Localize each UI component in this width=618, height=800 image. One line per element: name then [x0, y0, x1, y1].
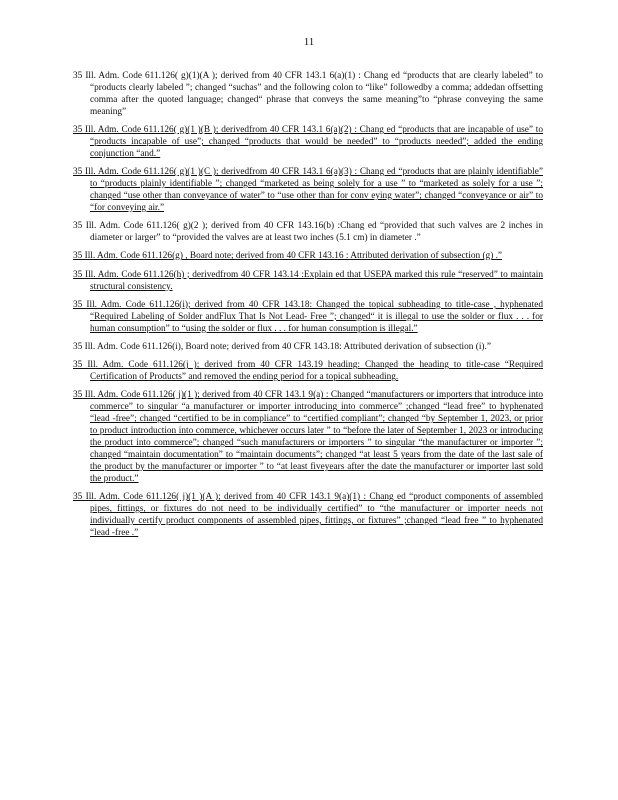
derivation-note: 35 Ill. Adm. Code 611.126( g)(1)(A ); derived from 40 CFR 143.1 6(a)(1) : Chang ed “products that are clearly labeled” to “products clearly labeled ”; changed “suchas” and the following colon to “like” followedby a comma; addedan offsetting comma after the quoted language; changed“ phrase that conveys the same meaning”to “phrase conveying the same meaning” [73, 71, 543, 117]
derivation-note: 35 Ill. Adm. Code 611.126(j ); derived from 40 CFR 143.19 heading: Changed the heading to title-case “Required Certification of Products” and removed the ending period for a topical subheading. [73, 360, 543, 383]
derivation-note: 35 Ill. Adm. Code 611.126( j)(1 ); derived from 40 CFR 143.1 9(a) : Changed “manufacturers or importers that introduce into commerce” to singular “a manufacturer or importer introducing into commerce” ;changed “lead free” to hyphenated “lead -free”; changed “certified to be in compliance” to “certified compliant”; changed “by September 1, 2023, or prior to product introduction into commerce, whichever occurs later ” to “before the later of September 1, 2023 or introducing the product into commerce”; changed “such manufacturers or importers ” to singular “the manufacturer or importer ”; changed “maintain documentation” to “maintain documents”; changed “at least 5 years from the date of the last sale of the product by the manufacturer or importer ” to “at least fiveyears after the date the manufacturer or importer last sold the product.” [73, 390, 543, 484]
derivation-note: 35 Ill. Adm. Code 611.126(i), Board note; derived from 40 CFR 143.18: Attributed derivation of subsection (i).” [73, 341, 491, 352]
derivation-note: 35 Ill. Adm. Code 611.126(g) , Board note; derived from 40 CFR 143.16 : Attributed derivation of subsection (g) .” [73, 251, 503, 262]
derivation-note: 35 Ill. Adm. Code 611.126( g)(2 ); derived from 40 CFR 143.16(b) :Chang ed “provided that such valves are 2 inches in diameter or larger” to “provided the valves are at least two inches (5.1 cm) in diameter .” [73, 221, 543, 244]
derivation-note: 35 Ill. Adm. Code 611.126( g)(1 )(C ); derivedfrom 40 CFR 143.1 6(a)(3) : Chang ed “products that are plainly identifiable” to “products plainly identifiable ”; changed “marketed as being solely for a use ” to “marketed as solely for a use ”; changed “use other than conveyance of water” to “use other than for conv eying water”; changed “conveyance or air” to “for conveying air.” [73, 167, 543, 213]
derivation-note: 35 Ill. Adm. Code 611.126( j)(1 )(A ); derived from 40 CFR 143.1 9(a)(1) : Chang ed “product components of assembled pipes, fittings, or fixtures do not need to be individually certified” to “the manufacturer or importer needs not individually certify product components of assembled pipes, fittings, or fixtures” ;changed “lead free ” to hyphenated “lead -free .” [73, 492, 543, 538]
derivation-note: 35 Ill. Adm. Code 611.126(i); derived from 40 CFR 143.18: Changed the topical subheading to title-case , hyphenated “Required Labeling of Solder andFlux That Is Not Lead- Free ”; changed“ it is illegal to use the solder or flux . . . for human consumption” to “using the solder or flux . . . for human consumption is illegal.” [73, 299, 543, 334]
derivation-note: 35 Ill. Adm. Code 611.126(h) ; derivedfrom 40 CFR 143.14 :Explain ed that USEPA marked this rule “reserved” to maintain structural consistency. [73, 269, 543, 292]
page-number: 11 [303, 36, 315, 48]
derivation-notes-list [73, 71, 543, 546]
derivation-note: 35 Ill. Adm. Code 611.126( g)(1 )(B ); derivedfrom 40 CFR 143.1 6(a)(2) : Chang ed “products that are incapable of use” to “products incapable of use”; changed “products that would be needed” to “products needed”; added the ending conjunction “and.” [73, 125, 543, 159]
